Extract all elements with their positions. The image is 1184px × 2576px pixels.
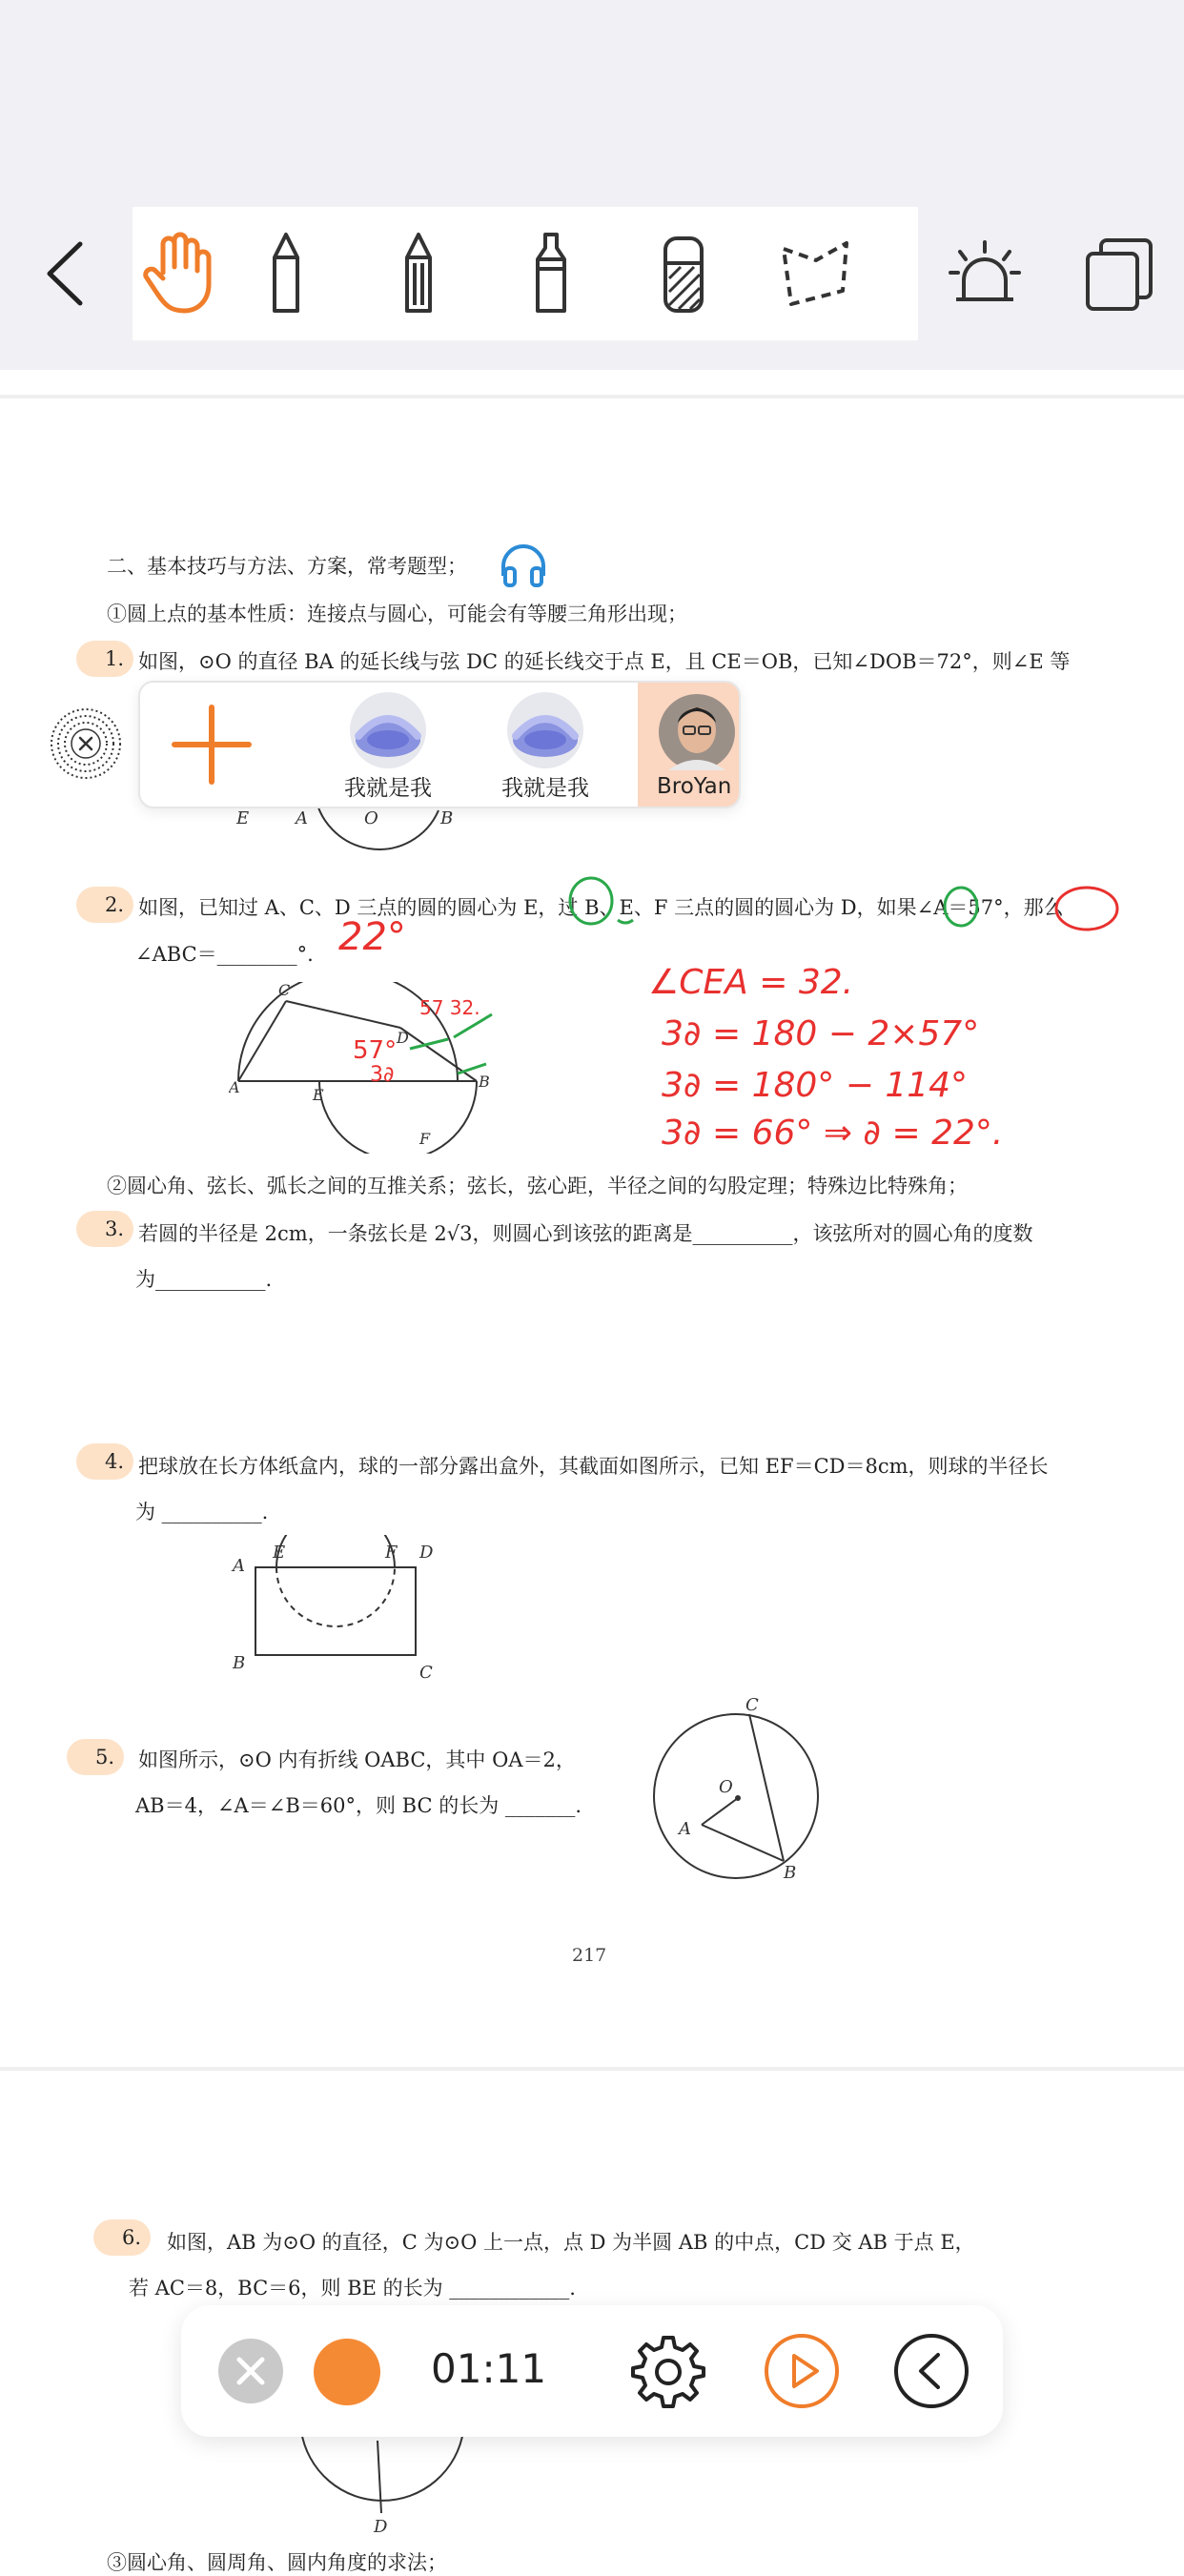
svg-text:3∂: 3∂	[370, 1063, 395, 1087]
handwritten-line-3: 3∂ = 180° − 114°	[662, 1066, 969, 1105]
hand-icon[interactable]	[133, 226, 228, 321]
svg-text:E: E	[273, 1543, 286, 1563]
svg-text:B: B	[479, 1073, 490, 1091]
svg-text:C: C	[419, 1663, 433, 1683]
eraser-icon[interactable]	[636, 226, 731, 321]
svg-text:A: A	[233, 1556, 245, 1576]
close-icon	[217, 2338, 284, 2404]
svg-text:57 32.: 57 32.	[419, 996, 480, 1019]
chevron-left-icon[interactable]	[42, 238, 90, 309]
record-icon	[313, 2338, 381, 2406]
marker-icon[interactable]	[503, 226, 599, 321]
top-toolbar	[0, 0, 1184, 370]
svg-text:A: A	[679, 1819, 691, 1839]
svg-text:O: O	[364, 808, 378, 828]
speaker-avatar-icon	[345, 692, 431, 768]
question-4-text: 把球放在长方体纸盒内，球的一部分露出盒外，其截面如图所示，已知 EF＝CD＝8cm，则球的半径长	[138, 1455, 1049, 1478]
figure-6	[296, 2431, 477, 2536]
record-button[interactable]	[313, 2338, 381, 2410]
question-number: 5.	[67, 1739, 124, 1775]
figure-4	[229, 1535, 448, 1687]
page-divider	[0, 395, 1184, 399]
topic-3-cut: ③圆心角、圆周角、圆内角度的求法；	[107, 2551, 447, 2574]
question-6-text-line2: 若 AC＝8，BC＝6，则 BE 的长为 ____________.	[129, 2277, 576, 2300]
question-number: 4.	[76, 1443, 133, 1480]
svg-text:C: C	[278, 982, 291, 999]
participant[interactable]	[321, 692, 455, 802]
page-divider	[0, 2067, 1184, 2071]
ink-circles	[553, 872, 1125, 949]
svg-text:D: D	[374, 2517, 388, 2536]
pen-icon[interactable]	[238, 226, 334, 321]
question-3-text-line2: 为___________.	[135, 1268, 273, 1291]
question-number: 3.	[76, 1211, 133, 1247]
settings-button[interactable]	[631, 2334, 705, 2412]
close-panel-button[interactable]	[48, 705, 124, 782]
svg-text:57°: 57°	[353, 1036, 398, 1065]
pencil-icon[interactable]	[371, 226, 466, 321]
participant-panel	[138, 681, 741, 808]
handwritten-line-2: 3∂ = 180 − 2×57°	[662, 1014, 980, 1053]
question-1-text: 如图，⊙O 的直径 BA 的延长线与弦 DC 的延长线交于点 E，且 CE＝OB，已知∠DOB＝72°，则∠E 等	[138, 650, 1071, 673]
svg-text:E: E	[313, 1086, 324, 1104]
svg-text:F: F	[385, 1543, 398, 1563]
svg-text:D: D	[397, 1029, 409, 1047]
recording-timer: 01:11	[431, 2345, 547, 2392]
handwritten-line-4: 3∂ = 66° ⇒ ∂ = 22°.	[662, 1114, 1004, 1153]
drawing-tool-strip	[133, 207, 918, 340]
headphones-icon[interactable]	[498, 542, 549, 591]
add-participant-button[interactable]	[169, 702, 255, 787]
question-number: 2.	[76, 887, 133, 923]
question-2-text-line2: ∠ABC＝________°.	[135, 943, 314, 966]
question-5-text-line2: AB＝4，∠A＝∠B＝60°，则 BC 的长为 _______.	[135, 1794, 582, 1817]
question-2-text: 如图，已知过 A、C、D 三点的圆的圆心为 E，过 B、E、F 三点的圆的圆心为 D，如果∠A＝57°，那么	[138, 896, 1064, 919]
svg-text:E: E	[236, 808, 250, 828]
svg-text:C: C	[745, 1695, 759, 1715]
question-4-text-line2: 为 __________.	[135, 1501, 269, 1523]
page-number: 217	[572, 1945, 607, 1966]
collapse-button[interactable]	[892, 2332, 970, 2414]
topic-2: ②圆心角、弦长、弧长之间的互推关系；弦长，弦心距，半径之间的勾股定理；特殊边比特殊角；	[107, 1175, 968, 1197]
handwritten-answer: 22°	[338, 915, 406, 959]
svg-text:A: A	[229, 1078, 240, 1096]
section-heading: 二、基本技巧与方法、方案，常考题型；	[107, 555, 467, 578]
participant[interactable]	[479, 692, 612, 802]
svg-text:D: D	[419, 1543, 434, 1563]
copy-pages-icon[interactable]	[1075, 227, 1161, 322]
cancel-button[interactable]	[217, 2338, 284, 2408]
play-button[interactable]	[763, 2332, 841, 2414]
participant-name: BroYan	[657, 774, 732, 799]
svg-text:B: B	[233, 1653, 246, 1673]
person-photo-icon	[659, 694, 735, 770]
handwritten-line-1: ∠CEA = 32.	[648, 963, 854, 1002]
participant-name: 我就是我	[501, 776, 589, 801]
question-number: 1.	[76, 641, 133, 677]
question-6-text: 如图，AB 为⊙O 的直径，C 为⊙O 上一点，点 D 为半圆 AB 的中点，CD 交 AB 于点 E，	[167, 2231, 975, 2254]
figure-5	[639, 1691, 829, 1882]
figure-2	[229, 982, 610, 1154]
lasso-icon[interactable]	[768, 226, 864, 321]
participant-name: 我就是我	[344, 776, 432, 801]
question-3-text: 若圆的半径是 2cm，一条弦长是 2√3，则圆心到该弦的距离是__________，该弦所对的圆心角的度数	[138, 1222, 1033, 1245]
gear-icon	[631, 2334, 705, 2408]
speaker-avatar-icon	[502, 692, 588, 768]
chevron-left-circle-icon	[892, 2332, 970, 2410]
question-number: 6.	[93, 2219, 151, 2256]
participant-active[interactable]	[638, 683, 741, 807]
svg-text:F: F	[419, 1130, 431, 1148]
topic-1: ①圆上点的基本性质：连接点与圆心，可能会有等腰三角形出现；	[107, 603, 687, 625]
svg-text:A: A	[296, 808, 308, 828]
playback-controls	[181, 2305, 1003, 2437]
svg-text:O: O	[719, 1777, 733, 1797]
question-5-text: 如图所示，⊙O 内有折线 OABC，其中 OA＝2，	[138, 1748, 576, 1771]
svg-text:B: B	[784, 1863, 797, 1882]
alarm-icon[interactable]	[942, 227, 1028, 322]
play-icon	[763, 2332, 841, 2410]
svg-text:B: B	[440, 808, 454, 828]
